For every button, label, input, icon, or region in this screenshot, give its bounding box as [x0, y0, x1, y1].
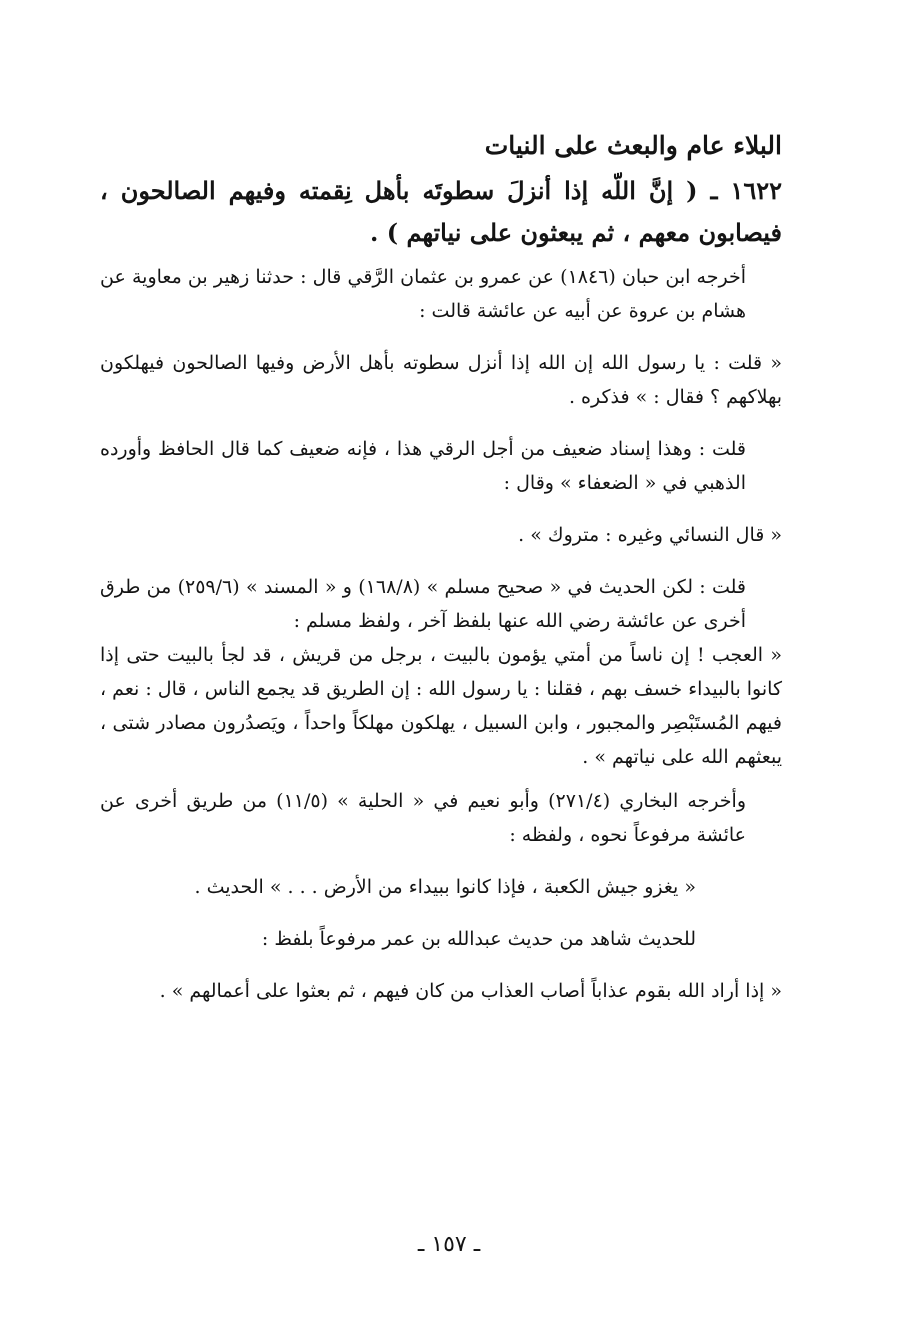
paragraph-quote-muslim: « العجب ! إن ناساً من أمتي يؤمون بالبيت ، برجل من قريش ، قد لجأ بالبيت حتى إذا كانوا بالبيداء خسف بهم ، فقلنا : يا رسول الله : إن الطريق قد يجمع الناس ، قال : نعم ، فيهم المُستَبْصِر والمجبور ، وابن السبيل ، يهلكون مهلكاً واحداً ، ويَصدُرون مصادر شتى ، يبعثهم الله على نياتهم » .	[100, 644, 782, 768]
paragraph-isnad-weak: قلت : وهذا إسناد ضعيف من أجل الرقي هذا ، فإنه ضعيف كما قال الحافظ وأورده الذهبي في « الضعفاء » وقال :	[100, 438, 746, 494]
paragraph-quote-nasai: « قال النسائي وغيره : متروك » .	[518, 524, 782, 546]
paragraph-takhrij-ibn-hibban: أخرجه ابن حبان (١٨٤٦) عن عمرو بن عثمان الرَّقي قال : حدثنا زهير بن معاوية عن هشام بن عروة عن أبيه عن عائشة قالت :	[100, 266, 746, 322]
page-number: ـ ١٥٧ ـ	[417, 1232, 481, 1257]
paragraph-quote-ibn-umar: « إذا أراد الله بقوم عذاباً أصاب العذاب من كان فيهم ، ثم بعثوا على أعمالهم » .	[159, 980, 782, 1002]
paragraph-bukhari-reference: وأخرجه البخاري (٢٧١/٤) وأبو نعيم في « الحلية » (١١/٥) من طريق أخرى عن عائشة مرفوعاً نحوه ، ولفظه :	[100, 790, 747, 846]
hadith-text: ١٦٢٢ ـ ( إنَّ اللّه إذا أنزلَ سطوتَه بأهل نِقمته وفيهم الصالحون ، فيصابون معهم ، ثم يبعثون على نياتهم ) .	[100, 176, 782, 247]
paragraph-muslim-reference: قلت : لكن الحديث في « صحيح مسلم » (١٦٨/٨) و « المسند » (٢٥٩/٦) من طرق أخرى عن عائشة رضي الله عنها بلفظ آخر ، ولفظ مسلم :	[100, 576, 747, 632]
paragraph-shahid: للحديث شاهد من حديث عبدالله بن عمر مرفوعاً بلفظ :	[261, 928, 696, 950]
paragraph-quote-bukhari: « يغزو جيش الكعبة ، فإذا كانوا ببيداء من الأرض . . . » الحديث .	[194, 876, 696, 898]
paragraph-quote-aisha: « قلت : يا رسول الله إن الله إذا أنزل سطوته بأهل الأرض وفيها الصالحون فيهلكون بهلاكهم ؟ فقال : » فذكره .	[100, 352, 782, 408]
page-body	[100, 128, 782, 1008]
chapter-title: البلاء عام والبعث على النيات	[484, 131, 782, 160]
